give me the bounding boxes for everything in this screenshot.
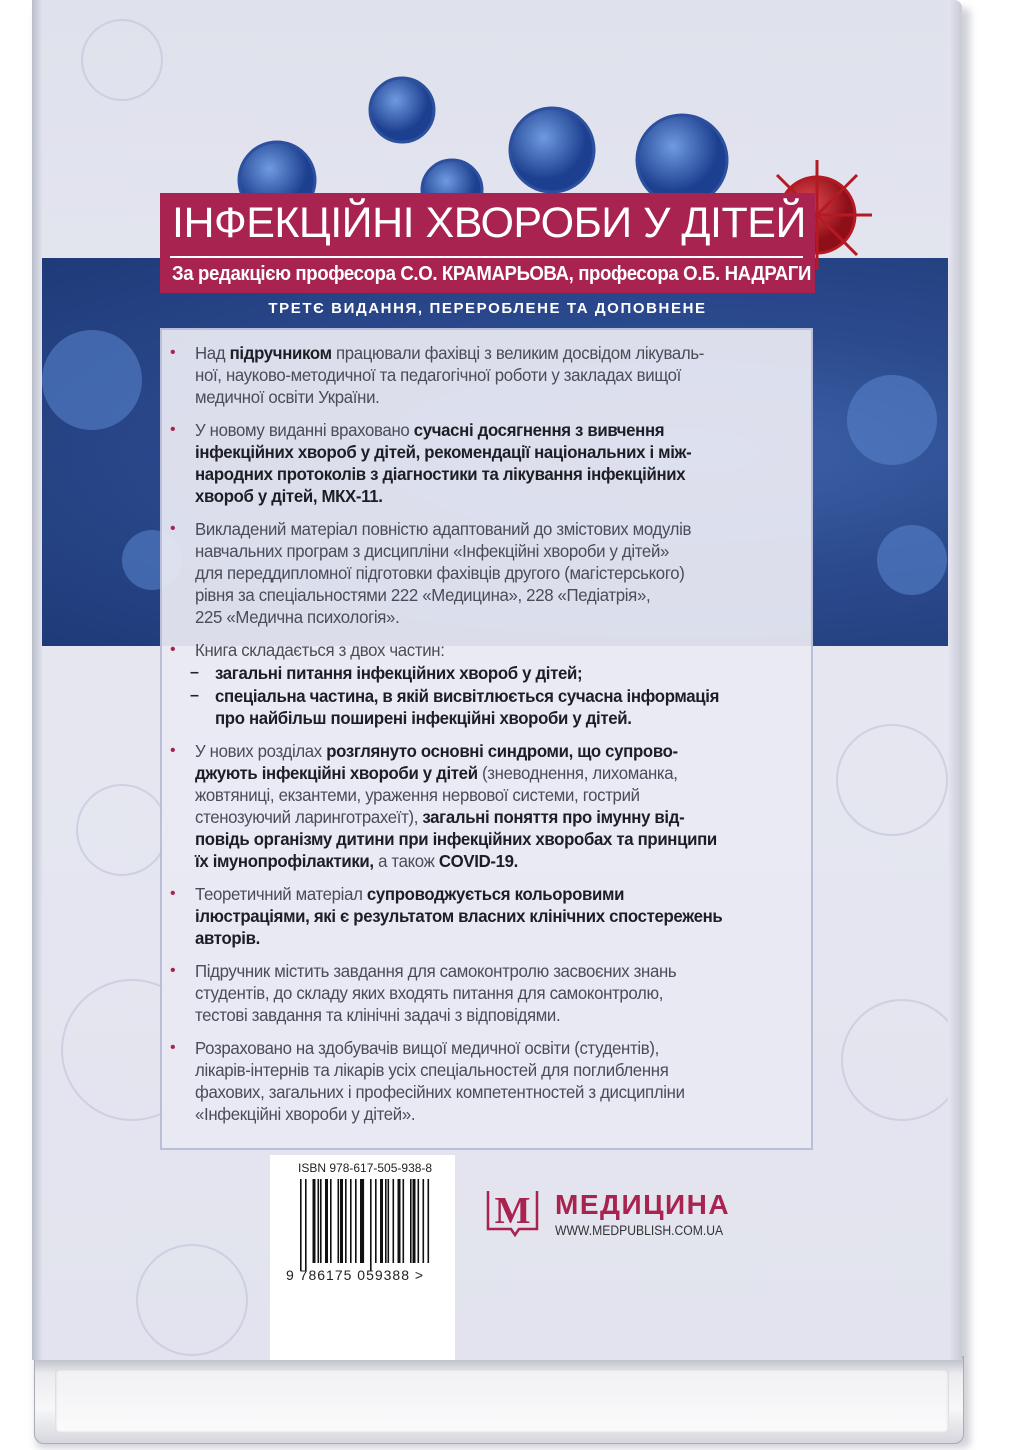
- item-text: [195, 740, 810, 872]
- title-banner: [160, 193, 815, 293]
- text-line: [195, 1059, 785, 1081]
- text-line: [195, 1103, 785, 1125]
- text-line: [195, 518, 785, 540]
- barcode-bar: [340, 1179, 343, 1263]
- barcode-bar: [413, 1179, 416, 1263]
- text-segment: для переддипломної підготовки фахівців другого (магістерського): [195, 563, 685, 583]
- text-line: [195, 905, 785, 927]
- barcode-bar: [398, 1179, 401, 1263]
- publisher-book-m-icon: [485, 1185, 540, 1237]
- text-line: [195, 740, 785, 762]
- bold-text: джують інфекційні хвороби у дітей: [195, 763, 478, 783]
- text-line: [195, 1037, 785, 1059]
- bold-text: спеціальна частина, в якій висвітлюється сучасна інформація: [215, 686, 720, 706]
- text-line: [195, 1004, 785, 1026]
- text-segment: медичної освіти України.: [195, 387, 380, 407]
- page-edges-inner: [55, 1369, 949, 1433]
- list-item: [170, 883, 810, 949]
- barcode-bar: [380, 1179, 383, 1263]
- bullet-icon: •: [170, 962, 176, 979]
- text-line: [195, 606, 785, 628]
- edition-note: ТРЕТЄ ВИДАННЯ, ПЕРЕРОБЛЕНЕ ТА ДОПОВНЕНЕ: [268, 300, 707, 317]
- barcode-bar: [385, 1179, 387, 1263]
- text-line: [195, 982, 785, 1004]
- spine-shade: [32, 0, 42, 1360]
- text-line: [195, 364, 785, 386]
- item-text: [195, 518, 810, 628]
- bullet-icon: •: [170, 742, 176, 759]
- text-segment: У новому виданні враховано: [195, 420, 414, 440]
- text-segment: У нових розділах: [195, 741, 327, 761]
- text-segment: Підручник містить завдання для самоконтролю засвоєних знань: [195, 961, 677, 981]
- bullet-icon: •: [170, 344, 176, 361]
- title-divider: [170, 256, 803, 258]
- item-text: [195, 342, 810, 408]
- text-line: [195, 806, 785, 828]
- bold-text: їх імунопрофілактики,: [195, 851, 374, 871]
- item-text: [195, 1037, 810, 1125]
- text-segment: тестові завдання та клінічні задачі з відповідями.: [195, 1005, 561, 1025]
- barcode-bar: [375, 1179, 377, 1263]
- text-line: [195, 540, 785, 562]
- barcode-bar: [305, 1179, 307, 1271]
- text-line: [195, 784, 785, 806]
- item-text: [195, 960, 810, 1026]
- book-editors: За редакцією професора С.О. КРАМАРЬОВА, професора О.Б. НАДРАГИ: [172, 263, 811, 285]
- barcode-bar: [393, 1179, 395, 1263]
- text-segment: рівня за спеціальностями 222 «Медицина», 228 «Педіатрія»,: [195, 585, 651, 605]
- bold-text: народних протоколів з діагностики та лікування інфекційних: [195, 464, 686, 484]
- barcode-bar: [410, 1179, 412, 1263]
- barcode-bar: [345, 1179, 347, 1263]
- item-text: [195, 639, 810, 661]
- publisher-url: WWW.MEDPUBLISH.COM.UA: [555, 1223, 724, 1238]
- text-segment: Викладений матеріал повністю адаптований до змістових модулів: [195, 519, 692, 539]
- text-line: [195, 485, 785, 507]
- text-line: [195, 386, 785, 408]
- list-item: [170, 639, 810, 661]
- barcode-bar: [325, 1179, 328, 1263]
- text-line: [195, 463, 785, 485]
- list-item: [170, 342, 810, 408]
- text-segment: а також: [373, 851, 439, 871]
- bold-text: сучасні досягнення з вивчення: [413, 420, 665, 440]
- bold-text: авторів.: [195, 928, 260, 948]
- sub-list-item: [170, 685, 810, 729]
- text-line: [195, 441, 785, 463]
- text-segment: лікарів-інтернів та лікарів усіх спеціальностей для поглиблення: [195, 1060, 669, 1080]
- bold-text: підручником: [229, 343, 332, 363]
- text-line: [195, 850, 785, 872]
- text-segment: ної, науково-методичної та педагогічної роботи у закладах вищої: [195, 365, 681, 385]
- isbn-label: ISBN 978-617-505-938-8: [298, 1161, 433, 1175]
- barcode-bar: [418, 1179, 420, 1263]
- item-text: [215, 685, 810, 729]
- bullet-icon: •: [170, 1039, 176, 1056]
- description-list: [170, 342, 810, 1136]
- text-segment: Теоретичний матеріал: [195, 884, 367, 904]
- text-segment: стенозуючий ларинготрахеїт),: [195, 807, 423, 827]
- barcode-bar: [423, 1179, 425, 1263]
- barcode-bar: [338, 1179, 340, 1263]
- barcode-bar: [320, 1179, 322, 1263]
- bold-text: супроводжується кольоровими: [366, 884, 625, 904]
- barcode-bar: [370, 1179, 372, 1271]
- bullet-icon: •: [170, 641, 176, 658]
- logo-letter: M: [494, 1190, 531, 1232]
- bold-text: розглянуто основні синдроми, що супрово-: [326, 741, 678, 761]
- bold-text: ілюстраціями, які є результатом власних клінічних спостережень: [195, 906, 723, 926]
- text-segment: «Інфекційні хвороби у дітей».: [195, 1104, 416, 1124]
- barcode-block: [270, 1155, 455, 1360]
- barcode-bar: [403, 1179, 405, 1263]
- text-segment: студентів, до складу яких входять питання для самоконтролю,: [195, 983, 664, 1003]
- list-item: [170, 419, 810, 507]
- text-line: [195, 419, 785, 441]
- text-segment: навчальних програм з дисципліни «Інфекційні хвороби у дітей»: [195, 541, 669, 561]
- text-line: [195, 584, 785, 606]
- bold-text: інфекційних хвороб у дітей, рекомендації національних і між-: [195, 442, 692, 462]
- bold-text: про найбільш поширені інфекційні хвороби у дітей.: [215, 708, 632, 728]
- text-line: [215, 685, 786, 707]
- text-segment: 225 «Медична психологія».: [195, 607, 400, 627]
- text-line: [195, 883, 785, 905]
- text-segment: жовтяниці, екзантеми, ураження нервової системи, гострий: [195, 785, 640, 805]
- text-line: [195, 960, 785, 982]
- text-segment: фахових, загальних і професійних компетентностей з дисципліни: [195, 1082, 685, 1102]
- cover-right-edge: [948, 0, 962, 1360]
- text-segment: (зневоднення, лихоманка,: [477, 763, 678, 783]
- text-line: [195, 927, 785, 949]
- text-line: [195, 342, 785, 364]
- page-edges: [34, 1356, 964, 1444]
- barcode-bar: [330, 1179, 332, 1263]
- list-item: [170, 1037, 810, 1125]
- text-line: [215, 707, 786, 729]
- text-line: [195, 828, 785, 850]
- barcode-bar: [355, 1179, 357, 1263]
- sub-list-item: [170, 662, 810, 684]
- text-segment: Розраховано на здобувачів вищої медичної освіти (студентів),: [195, 1038, 659, 1058]
- list-item: [170, 960, 810, 1026]
- text-line: [195, 639, 785, 661]
- dash-icon: –: [190, 664, 199, 681]
- item-text: [215, 662, 810, 684]
- barcode-bar: [388, 1179, 390, 1263]
- publisher-name: МЕДИЦИНА: [555, 1189, 731, 1220]
- barcode-icon: [300, 1179, 430, 1271]
- bold-text: хвороб у дітей, МКХ-11.: [195, 486, 383, 506]
- text-line: [195, 1081, 785, 1103]
- bold-text: повідь організму дитини при інфекційних хворобах та принципи: [195, 829, 717, 849]
- barcode-digits: 9 786175 059388 >: [286, 1267, 425, 1283]
- text-line: [195, 562, 785, 584]
- text-segment: Книга складається з двох частин:: [195, 640, 445, 660]
- bullet-icon: •: [170, 885, 176, 902]
- item-text: [195, 419, 810, 507]
- barcode-bar: [350, 1179, 352, 1263]
- bold-text: COVID-19.: [438, 851, 518, 871]
- text-segment: Над: [195, 343, 230, 363]
- book-title: ІНФЕКЦІЙНІ ХВОРОБИ У ДІТЕЙ: [172, 199, 806, 247]
- list-item: [170, 518, 810, 628]
- dash-icon: –: [190, 687, 199, 704]
- barcode-bar: [300, 1179, 302, 1271]
- text-line: [215, 662, 786, 684]
- bullet-icon: •: [170, 421, 176, 438]
- text-segment: працювали фахівці з великим досвідом лікуваль-: [331, 343, 705, 363]
- bold-text: загальні питання інфекційних хвороб у дітей;: [215, 663, 583, 683]
- barcode-bar: [313, 1179, 316, 1263]
- text-line: [195, 762, 785, 784]
- barcode-bar: [318, 1179, 320, 1263]
- item-text: [195, 883, 810, 949]
- bullet-icon: •: [170, 520, 176, 537]
- list-item: [170, 740, 810, 872]
- bold-text: загальні поняття про імунну від-: [422, 807, 685, 827]
- barcode-bar: [363, 1179, 365, 1263]
- barcode-bar: [428, 1179, 430, 1263]
